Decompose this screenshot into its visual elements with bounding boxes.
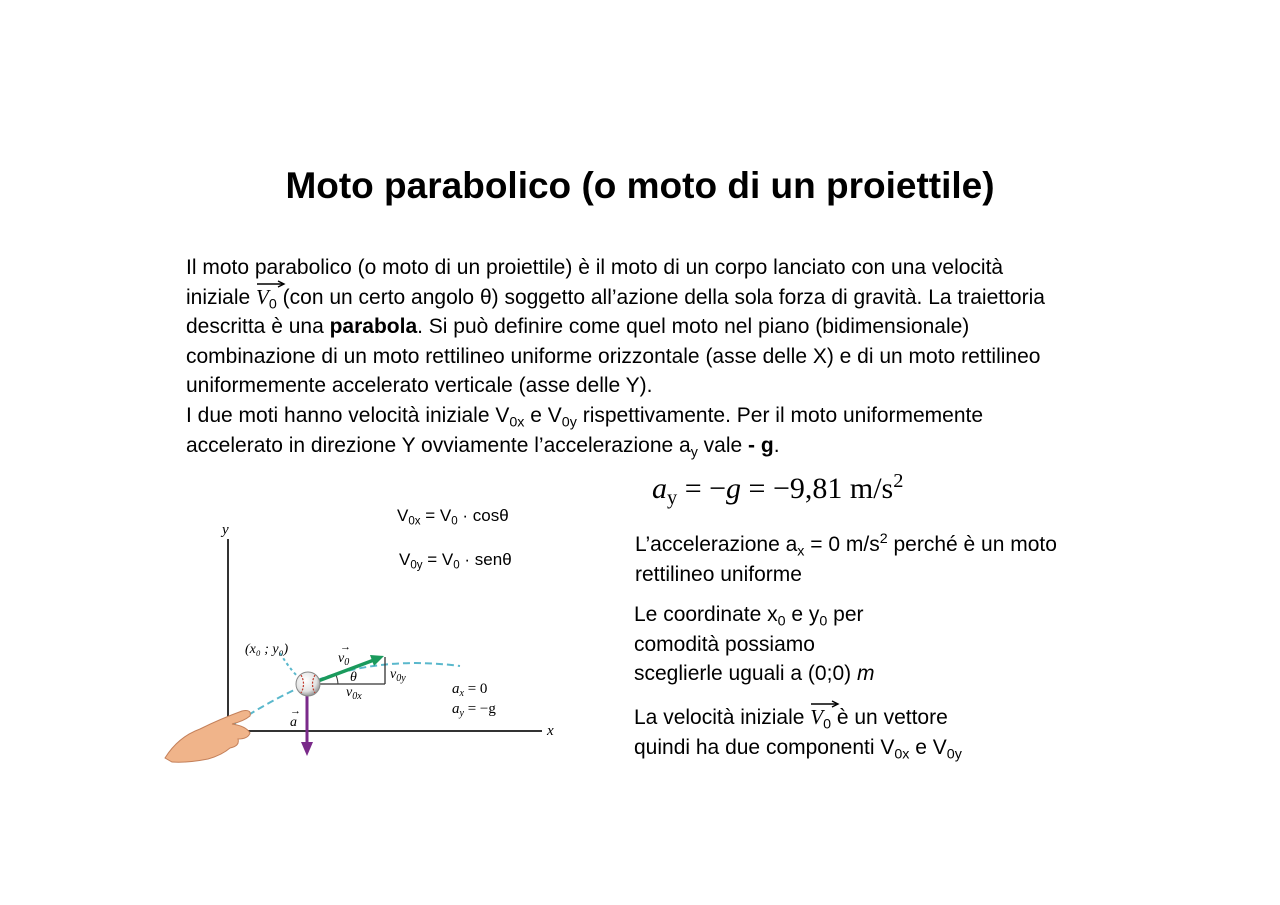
baseball-icon: [296, 672, 320, 696]
v0-label: $v_0$: [338, 651, 350, 668]
velocity-note: La velocità iniziale $V_0$ è un vettore quindi ha due componenti $V_{0x}$ e $V_{0y}$: [634, 703, 962, 762]
para-line-5: uniformemente accelerato verticale (asse delle Y).: [186, 374, 653, 398]
para-line-1: Il moto parabolico (o moto di un proiettile) è il moto di un corpo lanciato con una velocità: [186, 256, 1004, 279]
gravity-formula: $a_y = -g = -9,81$ $m/s^2$: [652, 469, 904, 510]
parabola-term: parabola: [329, 315, 418, 339]
a-label: a: [290, 715, 297, 730]
slide-title: Moto parabolico (o moto di un proiettile): [285, 165, 995, 206]
para-line-2: iniziale $V_0$ (con un certo angolo θ) soggetto all’azione della sola forza di gravità. La traiettoria: [186, 283, 1146, 313]
coords-note: Le coordinate $x_0$ e $y_0$ per comodità possiamo sceglierle uguali a (0;0) m: [634, 603, 875, 685]
initial-point-label: (x₀ ; y₀): [245, 642, 289, 657]
ay-minus-g-label: $a_y = -g$: [452, 701, 496, 719]
ax-zero-label: $a_x = 0$: [452, 681, 488, 699]
eq-v0x: $V_{0x} = V_0 \cdot \cos\theta$: [397, 506, 509, 528]
projectile-diagram: [160, 515, 570, 770]
intro-paragraph: [186, 253, 1146, 460]
para-line-7: accelerato in direzione Y ovviamente l’accelerazione $a_y$ vale - g.: [186, 433, 780, 460]
y-axis-label: y: [222, 522, 229, 538]
acceleration-arrowhead-icon: [301, 742, 313, 756]
v0-vector-symbol: $V_0$: [256, 283, 277, 313]
theta-label: θ: [350, 670, 357, 685]
v0-vector-symbol-2: $V_0$: [810, 703, 831, 733]
v0x-label: $v_{0x}$: [346, 685, 362, 702]
hand-illustration: [165, 711, 250, 763]
v0y-label: $v_{0y}$: [390, 667, 406, 684]
para-line-6: I due moti hanno velocità iniziale $V_{0x}$ e $V_{0y}$ rispettivamente. Per il moto uniformemente: [186, 403, 984, 431]
ax-note: L’accelerazione $a_x = 0$ $m/s^2$ perché è un moto rettilineo uniforme: [635, 531, 1057, 586]
a-vector-mark-icon: →: [290, 705, 301, 717]
vector-arrow-icon: [256, 280, 286, 288]
x-axis-label: x: [547, 723, 554, 739]
para-line-4: combinazione di un moto rettilineo uniforme orizzontale (asse delle X) e di un moto rettilineo: [186, 344, 1041, 368]
para-line-3: descritta è una parabola. Si può definire come quel moto nel piano (bidimensionale): [186, 315, 970, 339]
eq-v0y: $V_{0y} = V_0 \cdot sen\theta$: [399, 550, 512, 572]
vector-arrow-icon: [810, 700, 840, 708]
v0-vector-mark-icon: →: [340, 641, 351, 653]
